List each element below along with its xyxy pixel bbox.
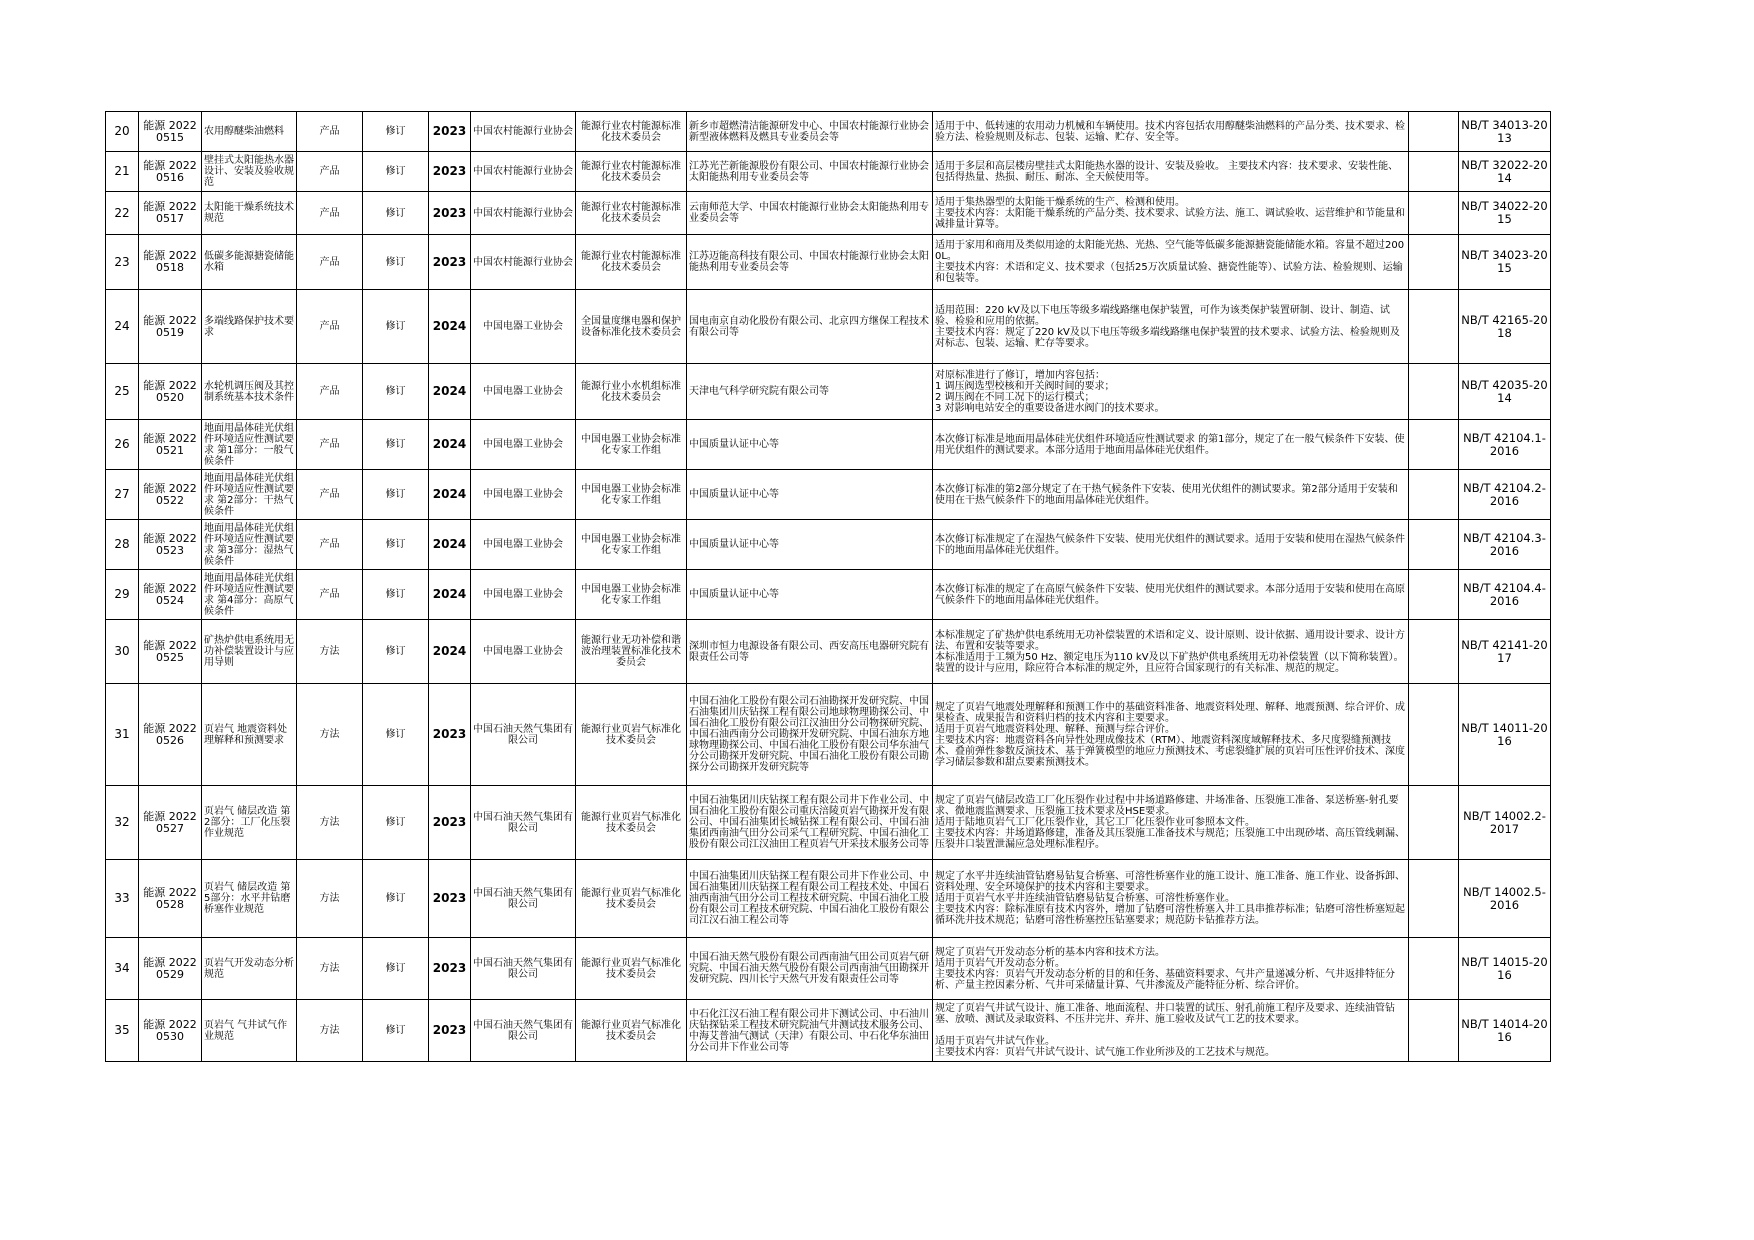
- replaced-standard: NB/T 34022-2015: [1459, 192, 1551, 235]
- row-number: 31: [106, 684, 139, 786]
- standard-name: 多端线路保护技术要求: [202, 290, 297, 364]
- completion-year: 2024: [429, 520, 471, 570]
- standard-type: 方法: [297, 620, 363, 684]
- standard-type: 产品: [297, 364, 363, 420]
- plan-code: 能源 20220530: [139, 1000, 202, 1062]
- row-number: 30: [106, 620, 139, 684]
- table-row: [106, 1000, 1551, 1062]
- competent-department: 中国农村能源行业协会: [471, 235, 576, 290]
- replaced-standard: NB/T 14002.5-2016: [1459, 860, 1551, 938]
- main-content: 本次修订标准规定了在湿热气候条件下安装、使用光伏组件的测试要求。适用于安装和使用在湿热气候条件下的地面用晶体硅光伏组件。: [933, 520, 1409, 570]
- table-row: [106, 570, 1551, 620]
- completion-year: 2024: [429, 420, 471, 470]
- revision-nature: 修订: [363, 152, 429, 192]
- empty-cell: [1409, 620, 1459, 684]
- main-content: 本次修订标准的规定了在高原气候条件下安装、使用光伏组件的测试要求。本部分适用于安装和使用在高原气候条件下的地面用晶体硅光伏组件。: [933, 570, 1409, 620]
- main-content: 适用于集热器型的太阳能干燥系统的生产、检测和使用。 主要技术内容：太阳能干燥系统的产品分类、技术要求、试验方法、施工、调试验收、运营维护和节能量和减排量计算等。: [933, 192, 1409, 235]
- standard-name: 地面用晶体硅光伏组件环境适应性测试要求 第2部分：干热气候条件: [202, 470, 297, 520]
- standard-name: 低碳多能源搪瓷储能水箱: [202, 235, 297, 290]
- replaced-standard: NB/T 42104.4-2016: [1459, 570, 1551, 620]
- standard-type: 方法: [297, 938, 363, 1000]
- standard-type: 产品: [297, 112, 363, 152]
- row-number: 34: [106, 938, 139, 1000]
- completion-year: 2023: [429, 235, 471, 290]
- empty-cell: [1409, 570, 1459, 620]
- competent-department: 中国电器工业协会: [471, 364, 576, 420]
- drafting-organization: 中国石油天然气股份有限公司西南油气田公司页岩气研究院、中国石油天然气股份有限公司西南油气田勘探开发研究院、四川长宁天然气开发有限责任公司等: [687, 938, 933, 1000]
- completion-year: 2024: [429, 570, 471, 620]
- replaced-standard: NB/T 42141-2017: [1459, 620, 1551, 684]
- table-row: [106, 420, 1551, 470]
- technical-committee: 能源行业页岩气标准化技术委员会: [576, 938, 687, 1000]
- plan-code: 能源 20220517: [139, 192, 202, 235]
- competent-department: 中国电器工业协会: [471, 290, 576, 364]
- replaced-standard: NB/T 14015-2016: [1459, 938, 1551, 1000]
- empty-cell: [1409, 520, 1459, 570]
- revision-nature: 修订: [363, 620, 429, 684]
- technical-committee: 能源行业小水机组标准化技术委员会: [576, 364, 687, 420]
- main-content: 对原标准进行了修订，增加内容包括： 1 调压阀选型校核和开关阀时间的要求； 2 调压阀在不同工况下的运行模式； 3 对影响电站安全的重要设备进水阀门的技术要求。: [933, 364, 1409, 420]
- completion-year: 2023: [429, 684, 471, 786]
- table-row: [106, 364, 1551, 420]
- standard-type: 产品: [297, 520, 363, 570]
- replaced-standard: NB/T 14011-2016: [1459, 684, 1551, 786]
- table-row: [106, 192, 1551, 235]
- empty-cell: [1409, 364, 1459, 420]
- table-row: [106, 786, 1551, 860]
- drafting-organization: 江苏光芒新能源股份有限公司、中国农村能源行业协会太阳能热利用专业委员会等: [687, 152, 933, 192]
- technical-committee: 中国电器工业协会标准化专家工作组: [576, 570, 687, 620]
- replaced-standard: NB/T 32022-2014: [1459, 152, 1551, 192]
- empty-cell: [1409, 152, 1459, 192]
- completion-year: 2023: [429, 1000, 471, 1062]
- standard-type: 方法: [297, 860, 363, 938]
- table-row: [106, 112, 1551, 152]
- main-content: 适用范围：220 kV及以下电压等级多端线路继电保护装置，可作为该类保护装置研制、设计、制造、试验、检验和应用的依据。 主要技术内容：规定了220 kV及以下电压等级多端线路继电保护装置的技术要求、试验方法、检验规则及对标志、包装、运输、贮存等要求。: [933, 290, 1409, 364]
- revision-nature: 修订: [363, 420, 429, 470]
- standard-type: 产品: [297, 420, 363, 470]
- standard-name: 地面用晶体硅光伏组件环境适应性测试要求 第1部分：一般气候条件: [202, 420, 297, 470]
- plan-code: 能源 20220525: [139, 620, 202, 684]
- completion-year: 2023: [429, 152, 471, 192]
- table-row: [106, 152, 1551, 192]
- table-row: [106, 938, 1551, 1000]
- revision-nature: 修订: [363, 570, 429, 620]
- standard-type: 产品: [297, 570, 363, 620]
- row-number: 35: [106, 1000, 139, 1062]
- plan-code: 能源 20220515: [139, 112, 202, 152]
- completion-year: 2023: [429, 860, 471, 938]
- drafting-organization: 深圳市恒力电源设备有限公司、西安高压电器研究院有限责任公司等: [687, 620, 933, 684]
- table-row: [106, 620, 1551, 684]
- technical-committee: 能源行业页岩气标准化技术委员会: [576, 860, 687, 938]
- table-row: [106, 684, 1551, 786]
- competent-department: 中国农村能源行业协会: [471, 112, 576, 152]
- main-content: 规定了页岩气地震处理解释和预测工作中的基础资料准备、地震资料处理、解释、地震预测、综合评价、成果检查、成果报告和资料归档的技术内容和主要要求。 适用于页岩气地震资料处理、解释、预测与综合评价。 主要技术内容：地震资料各向异性处理成像技术（RTM）、地震资料深度域解释技术、多尺度裂缝预测技术、叠前弹性参数反演技术、基于弹簧模型的地应力预测技术、考虑裂缝扩展的页岩可压性评价技术、深度学习储层参数和甜点要素预测技术。: [933, 684, 1409, 786]
- empty-cell: [1409, 470, 1459, 520]
- competent-department: 中国石油天然气集团有限公司: [471, 860, 576, 938]
- row-number: 26: [106, 420, 139, 470]
- technical-committee: 中国电器工业协会标准化专家工作组: [576, 470, 687, 520]
- table-row: [106, 860, 1551, 938]
- row-number: 29: [106, 570, 139, 620]
- revision-nature: 修订: [363, 786, 429, 860]
- technical-committee: 能源行业农村能源标准化技术委员会: [576, 112, 687, 152]
- technical-committee: 中国电器工业协会标准化专家工作组: [576, 420, 687, 470]
- drafting-organization: 天津电气科学研究院有限公司等: [687, 364, 933, 420]
- table-row: [106, 520, 1551, 570]
- completion-year: 2023: [429, 192, 471, 235]
- technical-committee: 能源行业页岩气标准化技术委员会: [576, 786, 687, 860]
- empty-cell: [1409, 235, 1459, 290]
- revision-nature: 修订: [363, 520, 429, 570]
- table-body: [106, 112, 1551, 1062]
- revision-nature: 修订: [363, 470, 429, 520]
- competent-department: 中国石油天然气集团有限公司: [471, 938, 576, 1000]
- revision-nature: 修订: [363, 1000, 429, 1062]
- empty-cell: [1409, 290, 1459, 364]
- row-number: 25: [106, 364, 139, 420]
- table-row: [106, 235, 1551, 290]
- main-content: 规定了水平井连续油管钻磨易钻复合桥塞、可溶性桥塞作业的施工设计、施工准备、施工作业、设备拆卸、资料处理、安全环境保护的技术内容和主要要求。 适用于页岩气水平井连续油管钻磨易钻复合桥塞、可溶性桥塞作业。 主要技术内容：除标准原有技术内容外，增加了钻磨可溶性桥塞入井工具串推荐标准；钻磨可溶性桥塞短起循环洗井技术规范；钻磨可溶性桥塞控压钻塞要求；规范防卡钻推荐方法。: [933, 860, 1409, 938]
- competent-department: 中国电器工业协会: [471, 520, 576, 570]
- plan-code: 能源 20220524: [139, 570, 202, 620]
- competent-department: 中国石油天然气集团有限公司: [471, 1000, 576, 1062]
- table-row: [106, 290, 1551, 364]
- standard-name: 页岩气 储层改造 第2部分：工厂化压裂作业规范: [202, 786, 297, 860]
- row-number: 33: [106, 860, 139, 938]
- plan-code: 能源 20220528: [139, 860, 202, 938]
- technical-committee: 能源行业农村能源标准化技术委员会: [576, 192, 687, 235]
- standard-name: 水轮机调压阀及其控制系统基本技术条件: [202, 364, 297, 420]
- drafting-organization: 国电南京自动化股份有限公司、北京四方继保工程技术有限公司等: [687, 290, 933, 364]
- technical-committee: 能源行业页岩气标准化技术委员会: [576, 1000, 687, 1062]
- plan-code: 能源 20220522: [139, 470, 202, 520]
- competent-department: 中国石油天然气集团有限公司: [471, 786, 576, 860]
- revision-nature: 修订: [363, 235, 429, 290]
- standard-name: 页岩气 储层改造 第5部分：水平井钻磨桥塞作业规范: [202, 860, 297, 938]
- drafting-organization: 中国质量认证中心等: [687, 470, 933, 520]
- replaced-standard: NB/T 42035-2014: [1459, 364, 1551, 420]
- standard-name: 地面用晶体硅光伏组件环境适应性测试要求 第4部分：高原气候条件: [202, 570, 297, 620]
- technical-committee: 中国电器工业协会标准化专家工作组: [576, 520, 687, 570]
- drafting-organization: 中国质量认证中心等: [687, 420, 933, 470]
- drafting-organization: 中国石油化工股份有限公司石油勘探开发研究院、中国石油集团川庆钻探工程有限公司地球物理勘探公司、中国石油化工股份有限公司江汉油田分公司物探研究院、中国石油西南分公司勘探开发研究院、中国石油东方地球物理勘探公司、中国石油化工股份有限公司华东油气分公司勘探开发研究院、中国石油化工股份有限公司勘探分公司勘探开发研究院等: [687, 684, 933, 786]
- plan-code: 能源 20220529: [139, 938, 202, 1000]
- standard-type: 产品: [297, 152, 363, 192]
- revision-nature: 修订: [363, 112, 429, 152]
- row-number: 24: [106, 290, 139, 364]
- replaced-standard: NB/T 42104.1-2016: [1459, 420, 1551, 470]
- competent-department: 中国农村能源行业协会: [471, 152, 576, 192]
- standards-table: [105, 111, 1551, 1062]
- table-row: [106, 470, 1551, 520]
- revision-nature: 修订: [363, 684, 429, 786]
- plan-code: 能源 20220520: [139, 364, 202, 420]
- drafting-organization: 中国石油集团川庆钻探工程有限公司井下作业公司、中国石油集团川庆钻探工程有限公司工程技术处、中国石油西南油气田分公司工程技术研究院、中国石油化工股份有限公司工程技术研究院、中国石油化工股份有限公司江汉石油工程公司等: [687, 860, 933, 938]
- standard-name: 太阳能干燥系统技术规范: [202, 192, 297, 235]
- drafting-organization: 新乡市超燃清洁能源研发中心、中国农村能源行业协会新型液体燃料及燃具专业委员会等: [687, 112, 933, 152]
- standard-name: 农用醇醚柴油燃料: [202, 112, 297, 152]
- technical-committee: 能源行业农村能源标准化技术委员会: [576, 152, 687, 192]
- row-number: 22: [106, 192, 139, 235]
- standard-name: 壁挂式太阳能热水器设计、安装及验收规范: [202, 152, 297, 192]
- revision-nature: 修订: [363, 364, 429, 420]
- main-content: 规定了页岩气开发动态分析的基本内容和技术方法。 适用于页岩气开发动态分析。 主要技术内容：页岩气开发动态分析的目的和任务、基础资料要求、气井产量递减分析、气井返排特征分析、产量主控因素分析、气井可采储量计算、气井渗流及产能特征分析、综合评价。: [933, 938, 1409, 1000]
- completion-year: 2023: [429, 786, 471, 860]
- replaced-standard: NB/T 34013-2013: [1459, 112, 1551, 152]
- plan-code: 能源 20220516: [139, 152, 202, 192]
- completion-year: 2024: [429, 290, 471, 364]
- empty-cell: [1409, 420, 1459, 470]
- competent-department: 中国电器工业协会: [471, 620, 576, 684]
- standard-type: 方法: [297, 1000, 363, 1062]
- row-number: 20: [106, 112, 139, 152]
- standard-type: 产品: [297, 192, 363, 235]
- standard-type: 产品: [297, 290, 363, 364]
- drafting-organization: 中国石油集团川庆钻探工程有限公司井下作业公司、中国石油化工股份有限公司重庆涪陵页岩气勘探开发有限公司、中国石油集团长城钻探工程有限公司、中国石油集团西南油气田分公司采气工程研究院、中国石油化工股份有限公司江汉油田工程页岩气开采技术服务公司等: [687, 786, 933, 860]
- revision-nature: 修订: [363, 192, 429, 235]
- plan-code: 能源 20220526: [139, 684, 202, 786]
- plan-code: 能源 20220521: [139, 420, 202, 470]
- revision-nature: 修订: [363, 860, 429, 938]
- standard-name: 页岩气开发动态分析规范: [202, 938, 297, 1000]
- standards-table-sheet: [105, 111, 1550, 1062]
- main-content: 适用于家用和商用及类似用途的太阳能光热、光热、空气能等低碳多能源搪瓷能储能水箱。容量不超过2000L。 主要技术内容：术语和定义、技术要求（包括25万次质量试验、搪瓷性能等）、试验方法、检验规则、运输和包装等。: [933, 235, 1409, 290]
- plan-code: 能源 20220518: [139, 235, 202, 290]
- empty-cell: [1409, 860, 1459, 938]
- drafting-organization: 中国质量认证中心等: [687, 520, 933, 570]
- technical-committee: 全国量度继电器和保护设备标准化技术委员会: [576, 290, 687, 364]
- competent-department: 中国电器工业协会: [471, 470, 576, 520]
- completion-year: 2024: [429, 470, 471, 520]
- main-content: 规定了页岩气井试气设计、施工准备、地面流程、井口装置的试压、射孔前施工程序及要求、连续油管钻塞、放喷、测试及录取资料、不压井完井、弃井、施工验收及试气工艺的技术要求。 适用于页岩气井试气作业。 主要技术内容：页岩气井试气设计、试气施工作业所涉及的工艺技术与规范。: [933, 1000, 1409, 1062]
- plan-code: 能源 20220523: [139, 520, 202, 570]
- standard-name: 矿热炉供电系统用无功补偿装置设计与应用导则: [202, 620, 297, 684]
- standard-name: 地面用晶体硅光伏组件环境适应性测试要求 第3部分：湿热气候条件: [202, 520, 297, 570]
- row-number: 27: [106, 470, 139, 520]
- main-content: 本次修订标准是地面用晶体硅光伏组件环境适应性测试要求 的第1部分，规定了在一般气候条件下安装、使用光伏组件的测试要求。本部分适用于地面用晶体硅光伏组件。: [933, 420, 1409, 470]
- replaced-standard: NB/T 14002.2-2017: [1459, 786, 1551, 860]
- drafting-organization: 江苏迈能高科技有限公司、中国农村能源行业协会太阳能热利用专业委员会等: [687, 235, 933, 290]
- drafting-organization: 中国质量认证中心等: [687, 570, 933, 620]
- standard-type: 产品: [297, 470, 363, 520]
- competent-department: 中国电器工业协会: [471, 420, 576, 470]
- plan-code: 能源 20220527: [139, 786, 202, 860]
- replaced-standard: NB/T 34023-2015: [1459, 235, 1551, 290]
- main-content: 本标准规定了矿热炉供电系统用无功补偿装置的术语和定义、设计原则、设计依据、通用设计要求、设计方法、布置和安装等要求。 本标准适用于工频为50 Hz、额定电压为110 kV及以下矿热炉供电系统用无功补偿装置（以下简称装置）。 装置的设计与应用，除应符合本标准的规定外，且应符合国家现行的有关标准、规范的规定。: [933, 620, 1409, 684]
- empty-cell: [1409, 192, 1459, 235]
- completion-year: 2024: [429, 620, 471, 684]
- empty-cell: [1409, 1000, 1459, 1062]
- competent-department: 中国电器工业协会: [471, 570, 576, 620]
- row-number: 32: [106, 786, 139, 860]
- plan-code: 能源 20220519: [139, 290, 202, 364]
- main-content: 适用于多层和高层楼房壁挂式太阳能热水器的设计、安装及验收。 主要技术内容：技术要求、安装性能、包括得热量、热损、耐压、耐冻、全天候使用等。: [933, 152, 1409, 192]
- replaced-standard: NB/T 42165-2018: [1459, 290, 1551, 364]
- standard-name: 页岩气 地震资料处理解释和预测要求: [202, 684, 297, 786]
- revision-nature: 修订: [363, 938, 429, 1000]
- empty-cell: [1409, 684, 1459, 786]
- drafting-organization: 云南师范大学、中国农村能源行业协会太阳能热利用专业委员会等: [687, 192, 933, 235]
- revision-nature: 修订: [363, 290, 429, 364]
- empty-cell: [1409, 786, 1459, 860]
- technical-committee: 能源行业页岩气标准化技术委员会: [576, 684, 687, 786]
- competent-department: 中国农村能源行业协会: [471, 192, 576, 235]
- empty-cell: [1409, 938, 1459, 1000]
- row-number: 23: [106, 235, 139, 290]
- main-content: 本次修订标准的第2部分规定了在干热气候条件下安装、使用光伏组件的测试要求。第2部分适用于安装和使用在干热气候条件下的地面用晶体硅光伏组件。: [933, 470, 1409, 520]
- row-number: 21: [106, 152, 139, 192]
- technical-committee: 能源行业农村能源标准化技术委员会: [576, 235, 687, 290]
- completion-year: 2023: [429, 112, 471, 152]
- standard-name: 页岩气 气井试气作业规范: [202, 1000, 297, 1062]
- technical-committee: 能源行业无功补偿和谐波治理装置标准化技术委员会: [576, 620, 687, 684]
- replaced-standard: NB/T 42104.2-2016: [1459, 470, 1551, 520]
- row-number: 28: [106, 520, 139, 570]
- replaced-standard: NB/T 14014-2016: [1459, 1000, 1551, 1062]
- main-content: 适用于中、低转速的农用动力机械和车辆使用。技术内容包括农用醇醚柴油燃料的产品分类、技术要求、检验方法、检验规则及标志、包装、运输、贮存、安全等。: [933, 112, 1409, 152]
- empty-cell: [1409, 112, 1459, 152]
- main-content: 规定了页岩气储层改造工厂化压裂作业过程中井场道路修建、井场准备、压裂施工准备、泵送桥塞-射孔要求、微地震监测要求、压裂施工技术要求及HSE要求。 适用于陆地页岩气工厂化压裂作业，其它工厂化压裂作业可参照本文件。 主要技术内容：井场道路修建，准备及其压裂施工准备技术与规范；压裂施工中出现砂堵、高压管线刺漏、压裂井口装置泄漏应急处理标准程序。: [933, 786, 1409, 860]
- replaced-standard: NB/T 42104.3-2016: [1459, 520, 1551, 570]
- drafting-organization: 中石化江汉石油工程有限公司井下测试公司、中石油川庆钻探钻采工程技术研究院油气井测试技术服务公司、中海艾普油气测试（天津）有限公司、中石化华东油田分公司井下作业公司等: [687, 1000, 933, 1062]
- standard-type: 产品: [297, 235, 363, 290]
- standard-type: 方法: [297, 786, 363, 860]
- completion-year: 2023: [429, 938, 471, 1000]
- competent-department: 中国石油天然气集团有限公司: [471, 684, 576, 786]
- standard-type: 方法: [297, 684, 363, 786]
- completion-year: 2024: [429, 364, 471, 420]
